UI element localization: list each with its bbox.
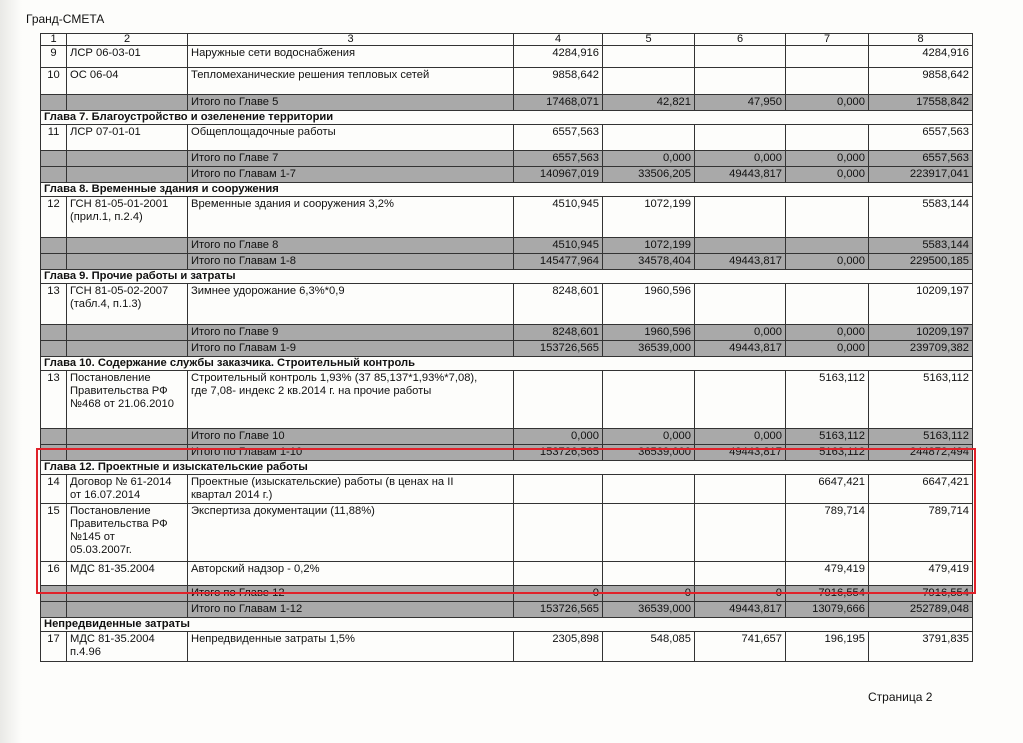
cost-value: [786, 46, 869, 68]
cost-value: 10209,197: [869, 284, 973, 325]
row-number: [41, 429, 67, 445]
justification-code: Постановление Правительства РФ №468 от 21.06.2010: [67, 371, 188, 429]
cost-value: 7916,554: [786, 586, 869, 602]
page-number: Страница 2: [868, 690, 933, 704]
cost-value: 49443,817: [695, 602, 786, 618]
chapter-title: Глава 12. Проектные и изыскательские работы: [41, 461, 973, 475]
cost-value: 6557,563: [869, 125, 973, 151]
justification-code: Договор № 61-2014 от 16.07.2014: [67, 475, 188, 504]
work-description: Итого по Главе 10: [188, 429, 514, 445]
cost-value: [695, 504, 786, 562]
row-number: [41, 586, 67, 602]
cost-value: 0,000: [695, 429, 786, 445]
cost-value: 0: [695, 586, 786, 602]
justification-code: ГСН 81-05-02-2007 (табл.4, п.1.3): [67, 284, 188, 325]
justification-code: [67, 95, 188, 111]
cost-value: 196,195: [786, 632, 869, 662]
justification-code: [67, 254, 188, 270]
chapter-title: Глава 10. Содержание службы заказчика. Строительный контроль: [41, 357, 973, 371]
total-row: [41, 341, 973, 357]
total-row: [41, 151, 973, 167]
row-number: 14: [41, 475, 67, 504]
cost-value: 1960,596: [603, 325, 695, 341]
cost-value: 8248,601: [514, 325, 603, 341]
cost-value: 5163,112: [786, 429, 869, 445]
cost-value: 6647,421: [869, 475, 973, 504]
column-header: 8: [869, 34, 973, 46]
cost-value: 6557,563: [514, 125, 603, 151]
cost-value: 5583,144: [869, 238, 973, 254]
cost-value: 4510,945: [514, 197, 603, 238]
app-title: Гранд-СМЕТА: [26, 12, 105, 26]
cost-value: 0: [603, 586, 695, 602]
cost-value: [603, 68, 695, 95]
item-row: [41, 284, 973, 325]
cost-value: [695, 238, 786, 254]
justification-code: [67, 586, 188, 602]
chapter-heading-row: [41, 270, 973, 284]
cost-value: 47,950: [695, 95, 786, 111]
scan-edge: [0, 0, 22, 743]
cost-value: 5583,144: [869, 197, 973, 238]
cost-value: [786, 68, 869, 95]
row-number: [41, 238, 67, 254]
cost-value: 0,000: [603, 429, 695, 445]
row-number: [41, 445, 67, 461]
work-description: Итого по Главе 8: [188, 238, 514, 254]
cost-value: 1960,596: [603, 284, 695, 325]
column-header: 6: [695, 34, 786, 46]
work-description: Итого по Главам 1-12: [188, 602, 514, 618]
total-row: [41, 238, 973, 254]
cost-value: 223917,041: [869, 167, 973, 183]
estimate-table: [40, 33, 973, 662]
cost-value: 0,000: [786, 167, 869, 183]
item-row: [41, 46, 973, 68]
item-row: [41, 197, 973, 238]
cost-value: 789,714: [869, 504, 973, 562]
cost-value: [514, 504, 603, 562]
item-row: [41, 68, 973, 95]
column-header: 5: [603, 34, 695, 46]
chapter-title: Глава 7. Благоустройство и озеленение территории: [41, 111, 973, 125]
justification-code: МДС 81-35.2004 п.4.96: [67, 632, 188, 662]
justification-code: [67, 341, 188, 357]
cost-value: [603, 46, 695, 68]
work-description: Итого по Главам 1-7: [188, 167, 514, 183]
chapter-title: Глава 8. Временные здания и сооружения: [41, 183, 973, 197]
justification-code: [67, 238, 188, 254]
cost-value: 252789,048: [869, 602, 973, 618]
cost-value: 4510,945: [514, 238, 603, 254]
item-row: [41, 632, 973, 662]
cost-value: [603, 475, 695, 504]
cost-value: [695, 68, 786, 95]
chapter-title: Непредвиденные затраты: [41, 618, 973, 632]
work-description: Итого по Главам 1-8: [188, 254, 514, 270]
cost-value: 0,000: [786, 325, 869, 341]
cost-value: 4284,916: [869, 46, 973, 68]
justification-code: МДС 81-35.2004: [67, 562, 188, 586]
row-number: [41, 325, 67, 341]
cost-value: 479,419: [869, 562, 973, 586]
cost-value: [695, 197, 786, 238]
item-row: [41, 371, 973, 429]
column-header: 2: [67, 34, 188, 46]
work-description: Итого по Главе 7: [188, 151, 514, 167]
work-description: Строительный контроль 1,93% (37 85,137*1,93%*7,08), где 7,08- индекс 2 кв.2014 г. на прочие работы: [188, 371, 514, 429]
cost-value: 36539,000: [603, 602, 695, 618]
work-description: Общеплощадочные работы: [188, 125, 514, 151]
row-number: 17: [41, 632, 67, 662]
cost-value: 8248,601: [514, 284, 603, 325]
cost-value: 0,000: [514, 429, 603, 445]
justification-code: [67, 602, 188, 618]
row-number: 9: [41, 46, 67, 68]
cost-value: 5163,112: [869, 429, 973, 445]
cost-value: 13079,666: [786, 602, 869, 618]
cost-value: 479,419: [786, 562, 869, 586]
work-description: Непредвиденные затраты 1,5%: [188, 632, 514, 662]
work-description: Временные здания и сооружения 3,2%: [188, 197, 514, 238]
cost-value: 4284,916: [514, 46, 603, 68]
justification-code: ГСН 81-05-01-2001 (прил.1, п.2.4): [67, 197, 188, 238]
cost-value: 229500,185: [869, 254, 973, 270]
total-row: [41, 95, 973, 111]
work-description: Итого по Главе 9: [188, 325, 514, 341]
row-number: 13: [41, 371, 67, 429]
cost-value: 42,821: [603, 95, 695, 111]
cost-value: 741,657: [695, 632, 786, 662]
work-description: Зимнее удорожание 6,3%*0,9: [188, 284, 514, 325]
column-header: 4: [514, 34, 603, 46]
work-description: Наружные сети водоснабжения: [188, 46, 514, 68]
cost-value: 36539,000: [603, 341, 695, 357]
cost-value: 5163,112: [786, 371, 869, 429]
cost-value: 36539,000: [603, 445, 695, 461]
cost-value: 6557,563: [514, 151, 603, 167]
total-row: [41, 586, 973, 602]
justification-code: ОС 06-04: [67, 68, 188, 95]
row-number: 10: [41, 68, 67, 95]
work-description: Итого по Главам 1-10: [188, 445, 514, 461]
cost-value: 0,000: [786, 254, 869, 270]
chapter-heading-row: [41, 111, 973, 125]
column-header: 3: [188, 34, 514, 46]
cost-value: 49443,817: [695, 445, 786, 461]
cost-value: [695, 371, 786, 429]
cost-value: 49443,817: [695, 341, 786, 357]
work-description: Экспертиза документации (11,88%): [188, 504, 514, 562]
row-number: 12: [41, 197, 67, 238]
header-row: [41, 34, 973, 46]
cost-value: 1072,199: [603, 238, 695, 254]
total-row: [41, 325, 973, 341]
cost-value: 0,000: [786, 95, 869, 111]
item-row: [41, 562, 973, 586]
justification-code: [67, 429, 188, 445]
row-number: 11: [41, 125, 67, 151]
cost-value: 0,000: [695, 151, 786, 167]
cost-value: [786, 125, 869, 151]
cost-value: [695, 562, 786, 586]
item-row: [41, 504, 973, 562]
justification-code: [67, 445, 188, 461]
cost-value: [514, 475, 603, 504]
cost-value: 49443,817: [695, 167, 786, 183]
work-description: Проектные (изыскательские) работы (в ценах на II квартал 2014 г.): [188, 475, 514, 504]
cost-value: 239709,382: [869, 341, 973, 357]
justification-code: ЛСР 06-03-01: [67, 46, 188, 68]
work-description: Итого по Главам 1-9: [188, 341, 514, 357]
cost-value: 0: [514, 586, 603, 602]
cost-value: [786, 238, 869, 254]
cost-value: [786, 197, 869, 238]
chapter-heading-row: [41, 183, 973, 197]
chapter-heading-row: [41, 618, 973, 632]
work-description: Авторский надзор - 0,2%: [188, 562, 514, 586]
row-number: [41, 254, 67, 270]
cost-value: 6647,421: [786, 475, 869, 504]
row-number: 16: [41, 562, 67, 586]
cost-value: 153726,565: [514, 445, 603, 461]
cost-value: 548,085: [603, 632, 695, 662]
total-row: [41, 429, 973, 445]
cost-value: [786, 284, 869, 325]
row-number: [41, 341, 67, 357]
justification-code: [67, 325, 188, 341]
cost-value: 49443,817: [695, 254, 786, 270]
cost-value: 34578,404: [603, 254, 695, 270]
cost-value: 1072,199: [603, 197, 695, 238]
cost-value: [514, 562, 603, 586]
chapter-heading-row: [41, 461, 973, 475]
cost-value: 6557,563: [869, 151, 973, 167]
total-row: [41, 167, 973, 183]
cost-value: [695, 475, 786, 504]
row-number: [41, 151, 67, 167]
cost-value: 145477,964: [514, 254, 603, 270]
row-number: [41, 95, 67, 111]
work-description: Итого по Главе 5: [188, 95, 514, 111]
cost-value: 789,714: [786, 504, 869, 562]
cost-value: 17558,842: [869, 95, 973, 111]
row-number: [41, 602, 67, 618]
row-number: 13: [41, 284, 67, 325]
cost-value: [603, 504, 695, 562]
cost-value: [695, 284, 786, 325]
justification-code: [67, 167, 188, 183]
work-description: Итого по Главе 12: [188, 586, 514, 602]
justification-code: ЛСР 07-01-01: [67, 125, 188, 151]
cost-value: 9858,642: [514, 68, 603, 95]
cost-value: 33506,205: [603, 167, 695, 183]
cost-value: 244872,494: [869, 445, 973, 461]
cost-value: 153726,565: [514, 602, 603, 618]
cost-value: 0,000: [695, 325, 786, 341]
work-description: Тепломеханические решения тепловых сетей: [188, 68, 514, 95]
row-number: [41, 167, 67, 183]
cost-value: 10209,197: [869, 325, 973, 341]
cost-value: 3791,835: [869, 632, 973, 662]
chapter-title: Глава 9. Прочие работы и затраты: [41, 270, 973, 284]
justification-code: Постановление Правительства РФ №145 от 05.03.2007г.: [67, 504, 188, 562]
cost-value: [695, 125, 786, 151]
cost-value: 140967,019: [514, 167, 603, 183]
cost-value: 17468,071: [514, 95, 603, 111]
cost-value: 2305,898: [514, 632, 603, 662]
column-header: 1: [41, 34, 67, 46]
cost-value: [695, 46, 786, 68]
cost-value: 0,000: [786, 151, 869, 167]
cost-value: [603, 562, 695, 586]
total-row: [41, 602, 973, 618]
column-header: 7: [786, 34, 869, 46]
cost-value: [603, 371, 695, 429]
justification-code: [67, 151, 188, 167]
cost-value: 5163,112: [786, 445, 869, 461]
cost-value: 0,000: [786, 341, 869, 357]
cost-value: 9858,642: [869, 68, 973, 95]
item-row: [41, 125, 973, 151]
total-row: [41, 445, 973, 461]
item-row: [41, 475, 973, 504]
row-number: 15: [41, 504, 67, 562]
chapter-heading-row: [41, 357, 973, 371]
cost-value: 5163,112: [869, 371, 973, 429]
cost-value: [514, 371, 603, 429]
cost-value: 0,000: [603, 151, 695, 167]
cost-value: 153726,565: [514, 341, 603, 357]
total-row: [41, 254, 973, 270]
cost-value: 7916,554: [869, 586, 973, 602]
cost-value: [603, 125, 695, 151]
